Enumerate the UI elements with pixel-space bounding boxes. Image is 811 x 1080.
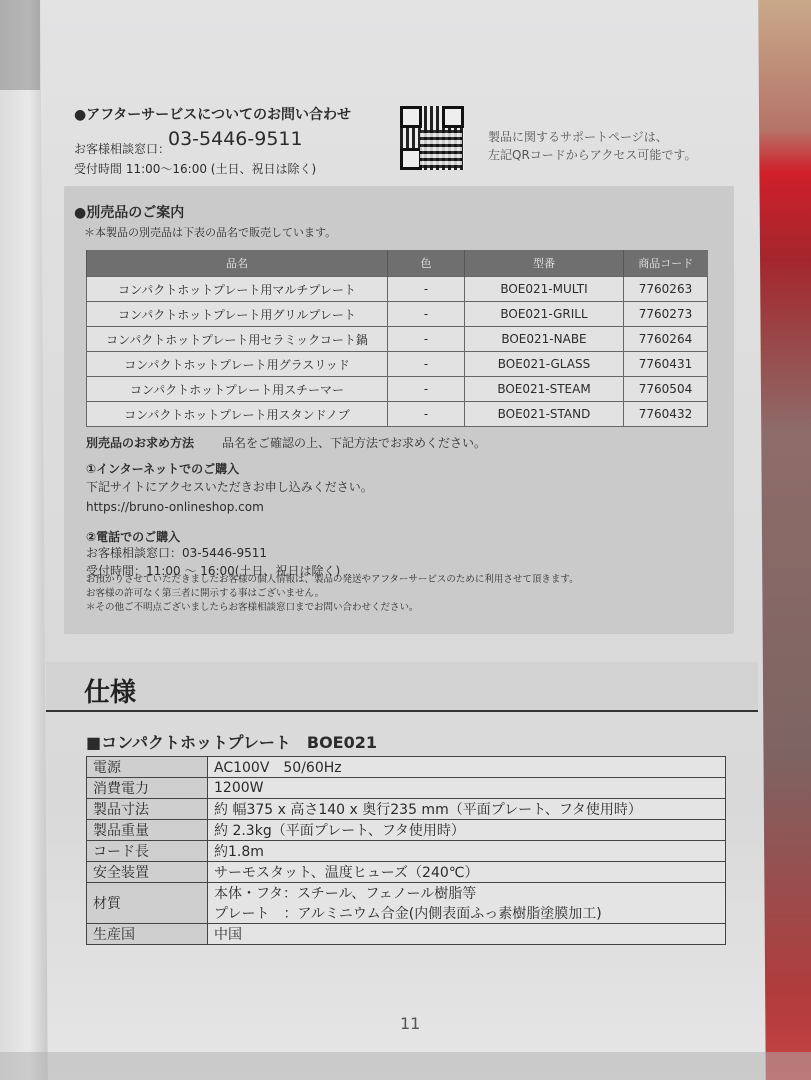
table-row [87,841,726,862]
phone-line: お客様相談窓口：03-5446-9511 [86,546,268,560]
table-row [87,778,726,799]
cell-model: BOE021-STAND [465,402,624,427]
cell-code: 7760264 [624,327,708,352]
spec-value: プレート ：アルミニウム合金(内側表面ふっ素樹脂塗膜加工) [208,903,726,924]
cell-name: コンパクトホットプレート用スチーマー [87,377,388,402]
cell-color: - [388,277,465,302]
table-row [87,302,708,327]
cell-color: - [388,302,465,327]
bottom-edge [0,1052,811,1080]
cell-model: BOE021-NABE [465,327,624,352]
table-row [87,883,726,904]
cell-color: - [388,327,465,352]
options-note: ＊本製品の別売品は下表の品名で販売しています。 [84,226,337,239]
col-color: 色 [388,250,465,277]
spec-product-title: ■コンパクトホットプレート BOE021 [86,733,378,752]
spec-key: 材質 [87,883,208,924]
privacy-3: ＊その他ご不明点ございましたらお客様相談窓口までお問い合わせください。 [86,602,419,613]
internet-text: 下記サイトにアクセスいただきお申し込みください。 [86,480,373,494]
spec-value: 約 幅375 x 高さ140 x 奥行235 mm（平面プレート、フタ使用時） [208,799,726,820]
purchase-heading: 別売品のお求め方法 [86,436,195,450]
cell-color: - [388,352,465,377]
spec-value: 本体・フタ：スチール、フェノール樹脂等 [208,883,726,904]
cell-code: 7760432 [624,402,708,427]
spec-key: 生産国 [87,924,208,945]
contact-phone: 03-5446-9511 [168,128,303,150]
spec-band [46,662,758,712]
cell-color: - [388,377,465,402]
table-header-row [87,250,708,277]
spec-key: 消費電力 [87,778,208,799]
cell-name: コンパクトホットプレート用グラスリッド [87,352,388,377]
cell-name: コンパクトホットプレート用マルチプレート [87,277,388,302]
cell-model: BOE021-GRILL [465,302,624,327]
contact-heading: ●アフターサービスについてのお問い合わせ [74,107,351,123]
table-row [87,924,726,945]
col-code: 商品コード [624,250,708,277]
col-name: 品名 [87,250,388,277]
table-row [87,862,726,883]
contact-hours: 受付時間 11:00～16:00 (土日、祝日は除く) [74,162,317,176]
spec-title: 仕様 [84,678,137,708]
cell-name: コンパクトホットプレート用グリルプレート [87,302,388,327]
contact-phone-label: お客様相談窓口： [74,142,171,156]
qr-note-2: 左記QRコードからアクセス可能です。 [488,148,697,162]
spec-key: 製品寸法 [87,799,208,820]
shop-url[interactable]: https://bruno-onlineshop.com [86,500,264,514]
cell-color: - [388,402,465,427]
purchase-intro: 品名をご確認の上、下記方法でお求めください。 [222,436,487,450]
cell-model: BOE021-STEAM [465,377,624,402]
spec-value: サーモスタット、温度ヒューズ（240℃） [208,862,726,883]
internet-title: ①インターネットでのご購入 [86,462,240,476]
options-table [86,250,708,427]
spec-key: 安全装置 [87,862,208,883]
spec-key: 製品重量 [87,820,208,841]
privacy-2: お客様の許可なく第三者に開示する事はございません。 [86,588,325,599]
table-row [87,402,708,427]
privacy-1: お預かりさせていただきましたお客様の個人情報は、製品の発送やアフターサービスのために利用させて頂きます。 [86,574,579,585]
spec-value: 中国 [208,924,726,945]
cell-code: 7760504 [624,377,708,402]
hours-line: 受付時間：11:00 ～ 16:00(土日、祝日は除く) [86,564,341,578]
table-row [87,377,708,402]
cell-model: BOE021-MULTI [465,277,624,302]
col-model: 型番 [465,250,624,277]
qr-note-1: 製品に関するサポートページは、 [488,130,668,144]
phone-title: ②電話でのご購入 [86,530,181,544]
options-heading: ●別売品のご案内 [74,205,185,221]
spec-value: 約1.8m [208,841,726,862]
cell-name: コンパクトホットプレート用セラミックコート鍋 [87,327,388,352]
cell-code: 7760431 [624,352,708,377]
cell-code: 7760273 [624,302,708,327]
spec-value: 約 2.3kg（平面プレート、フタ使用時） [208,820,726,841]
cell-model: BOE021-GLASS [465,352,624,377]
spec-key: コード長 [87,841,208,862]
table-row [87,277,708,302]
qr-code[interactable] [400,106,464,170]
table-row [87,327,708,352]
left-page-shadow [0,0,40,90]
spec-key: 電源 [87,757,208,778]
spec-value: 1200W [208,778,726,799]
cell-name: コンパクトホットプレート用スタンドノブ [87,402,388,427]
page-number: 11 [400,1014,421,1033]
table-row [87,820,726,841]
table-row [87,799,726,820]
spec-table [86,756,726,945]
table-row [87,352,708,377]
spec-value: AC100V 50/60Hz [208,757,726,778]
table-row [87,757,726,778]
cell-code: 7760263 [624,277,708,302]
